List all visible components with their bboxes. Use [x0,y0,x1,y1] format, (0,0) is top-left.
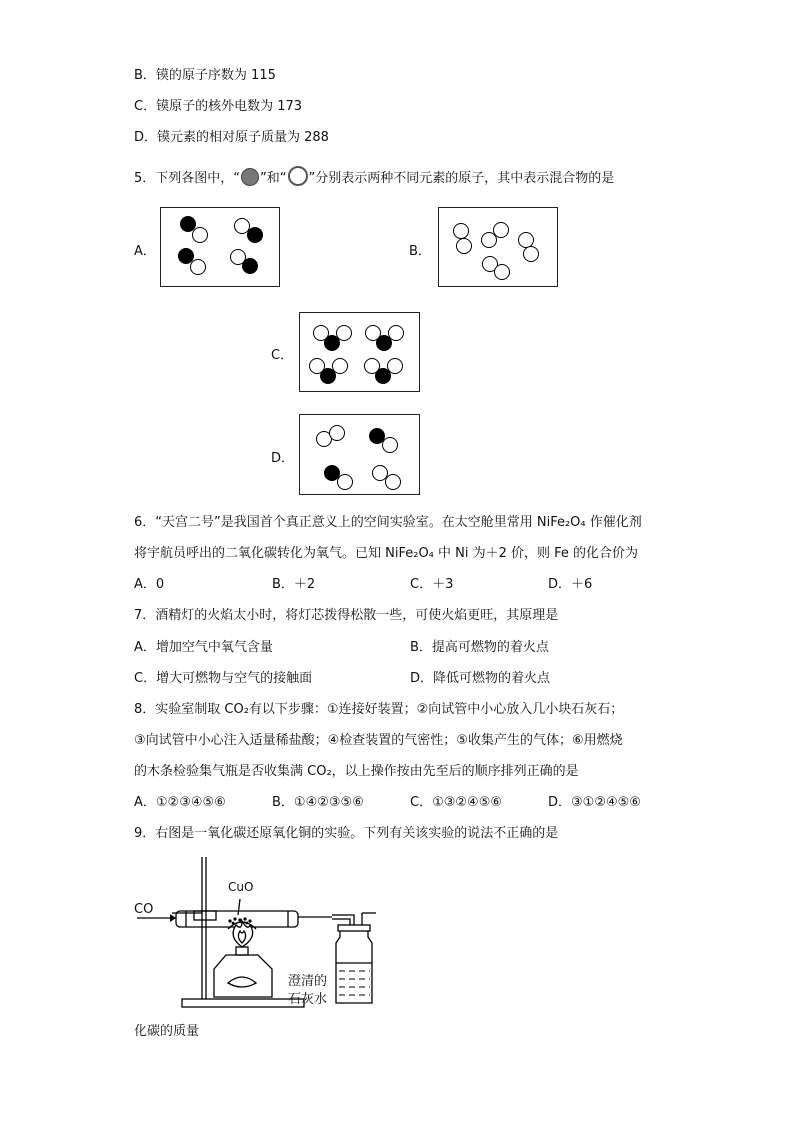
q6-option-a: A．0 [134,577,165,592]
q7-option-c: C．增大可燃物与空气的接触面 [134,671,313,686]
q6-option-d: D．＋6 [548,577,593,592]
q5-stem-part2: ”和“ [260,171,287,186]
q8-stem-line3: 的木条检验集气瓶是否收集满 CO₂，以上操作按由先至后的顺序排列正确的是 [134,764,579,779]
q7-stem: 7．酒精灯的火焰太小时，将灯芯拨得松散一些，可使火焰更旺，其原理是 [134,608,559,623]
q5-diagram-c [299,312,420,392]
q5-label-c: C． [271,348,294,363]
co-reduction-apparatus-diagram [132,853,392,1013]
q5-stem [134,165,614,193]
limewater-label-line2: 石灰水 [288,992,328,1007]
q5-label-d: D． [271,451,295,466]
dark-atom-icon [240,167,260,193]
q4-option-c: C．镆原子的核外电数为 173 [134,99,303,114]
q8-stem-line1: 8．实验室制取 CO₂有以下步骤：①连接好装置；②向试管中小心放入几小块石灰石； [134,702,624,717]
q5-diagram-a [160,207,280,287]
q8-option-d: D．③①②④⑤⑥ [548,795,641,810]
q5-stem-part1: 5．下列各图中，“ [134,171,241,186]
co-label: CO [134,902,154,917]
q5-stem-part3: ”分别表示两种不同元素的原子，其中表示混合物的是 [308,171,615,186]
trailing-text-fragment: 化碳的质量 [134,1024,200,1039]
q6-stem-line2: 将宇航员呼出的二氧化碳转化为氧气。已知 NiFe₂O₄ 中 Ni 为＋2 价，则 Fe 的化合价为 [134,546,639,561]
q6-stem-line1: 6．“天宫二号”是我国首个真正意义上的空间实验室。在太空舱里常用 NiFe₂O₄ 作催化剂 [134,515,642,530]
q4-option-b: B．镆的原子序数为 115 [134,68,276,83]
q9-stem: 9．右图是一氧化碳还原氧化铜的实验。下列有关该实验的说法不正确的是 [134,826,559,841]
q4-option-d: D．镆元素的相对原子质量为 288 [134,130,329,145]
light-atom-icon [287,165,309,193]
q7-option-b: B．提高可燃物的着火点 [410,640,549,655]
q7-option-d: D．降低可燃物的着火点 [410,671,551,686]
q8-option-a: A．①②③④⑤⑥ [134,795,226,810]
q5-label-a: A． [134,244,156,259]
q8-option-c: C．①③②④⑤⑥ [410,795,503,810]
q5-label-b: B． [409,244,431,259]
q8-option-b: B．①④②③⑤⑥ [272,795,364,810]
q5-diagram-d [299,414,420,495]
q6-option-b: B．＋2 [272,577,316,592]
q5-diagram-b [438,207,558,287]
cuo-label: CuO [228,880,254,894]
q6-option-c: C．＋3 [410,577,454,592]
limewater-label-line1: 澄清的 [288,974,328,989]
q8-stem-line2: ③向试管中小心注入适量稀盐酸；④检查装置的气密性；⑤收集产生的气体；⑥用燃烧 [134,733,623,748]
q7-option-a: A．增加空气中氧气含量 [134,640,273,655]
